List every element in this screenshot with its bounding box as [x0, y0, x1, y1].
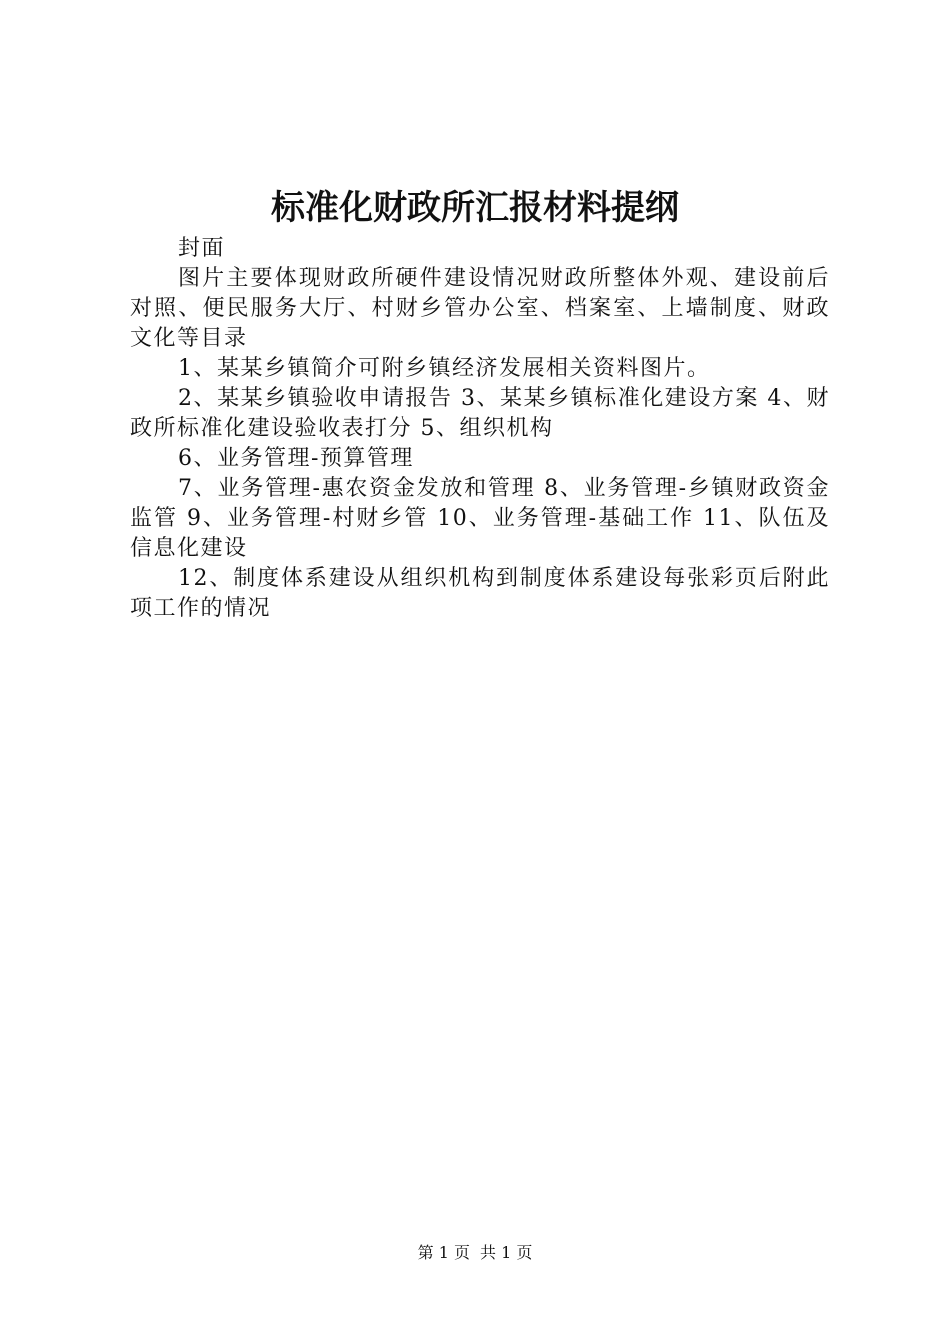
- paragraph-items-7-11: 7、业务管理-惠农资金发放和管理 8、业务管理-乡镇财政资金监管 9、业务管理-村财乡管 10、业务管理-基础工作 11、队伍及信息化建设: [130, 476, 830, 561]
- paragraph-item-1: 1、某某乡镇简介可附乡镇经济发展相关资料图片。: [178, 356, 711, 381]
- paragraph-items-2-5: 2、某某乡镇验收申请报告 3、某某乡镇标准化建设方案 4、财政所标准化建设验收表打分 5、组织机构: [130, 386, 830, 441]
- paragraph-item-12: 12、制度体系建设从组织机构到制度体系建设每张彩页后附此项工作的情况: [130, 566, 830, 621]
- paragraph-images: 图片主要体现财政所硬件建设情况财政所整体外观、建设前后对照、便民服务大厅、村财乡管办公室、档案室、上墙制度、财政文化等目录: [130, 266, 830, 351]
- page-total: 共 1 页: [480, 1243, 533, 1262]
- page-footer: [0, 1242, 950, 1264]
- document-title: 标准化财政所汇报材料提纲: [271, 188, 679, 228]
- page-number: 第 1 页: [417, 1243, 470, 1262]
- document-body: [130, 234, 830, 624]
- paragraph-cover: 封面: [178, 236, 226, 261]
- paragraph-item-6: 6、业务管理-预算管理: [178, 446, 414, 471]
